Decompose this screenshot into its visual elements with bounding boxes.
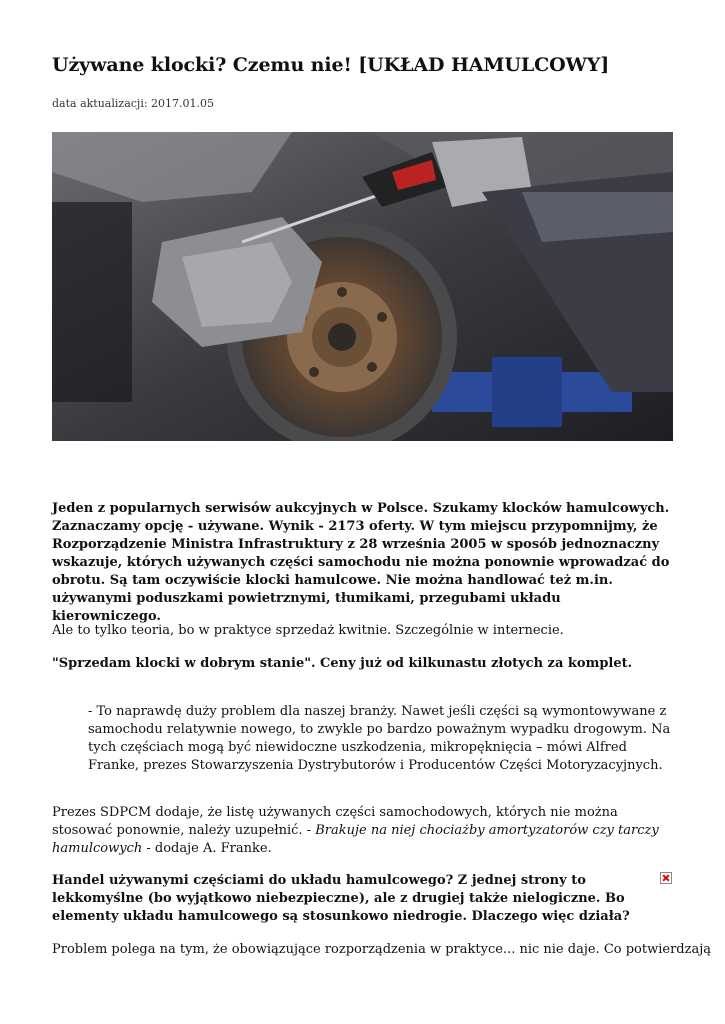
- brake-disc-photo: [52, 132, 673, 441]
- broken-image-icon: [660, 872, 672, 884]
- paragraph: [52, 804, 673, 858]
- paragraph: Problem polega na tym, że obowiązujące rozporządzenia w praktyce... nic nie daje. Co potwierdzają: [52, 942, 711, 957]
- italic-quote: Brakuje na niej chociażby amortyzatorów czy tarczy hamulcowych: [52, 823, 659, 856]
- blockquote: - To naprawdę duży problem dla naszej branży. Nawet jeśli części są wymontowywane z samochodu relatywnie nowego, to zwykle po bardzo poważnym wypadku drogowym. Na tych częściach mogą być niewidoczne uszkodzenia, mikropęknięcia – mówi Alfred Franke, prezes Stowarzyszenia Dystrybutorów i Producentów Części Motoryzacyjnych.: [88, 704, 671, 773]
- brake-repair-illustration: [52, 132, 673, 441]
- paragraph: Ale to tylko teoria, bo w praktyce sprzedaż kwitnie. Szczególnie w internecie.: [52, 623, 564, 638]
- bold-paragraph: Handel używanymi częściami do układu hamulcowego? Z jednej strony to lekkomyślne (bo wyjątkowo niebezpieczne), ale z drugiej także nielogiczne. Bo elementy układu hamulcowego są stosunkowo niedrogie. Dlaczego więc działa?: [52, 873, 630, 924]
- text: Prezes SDPCM dodaje, że listę używanych części samochodowych, których nie można stosować ponownie, należy uzupełnić. -: [52, 805, 618, 838]
- text: - dodaje A. Franke.: [142, 841, 272, 856]
- article-title: Używane klocki? Czemu nie! [UKŁAD HAMULCOWY]: [52, 54, 610, 76]
- bold-paragraph: "Sprzedam klocki w dobrym stanie". Ceny już od kilkunastu złotych za komplet.: [52, 656, 633, 671]
- update-date: data aktualizacji: 2017.01.05: [52, 97, 215, 110]
- lead-paragraph: Jeden z popularnych serwisów aukcyjnych w Polsce. Szukamy klocków hamulcowych. Zaznaczamy opcję - używane. Wynik - 2173 oferty. W tym miejscu przypomnijmy, że Rozporządzenie Ministra Infrastruktury z 28 września 2005 w sposób jednoznaczny wskazuje, których używanych części samochodu nie można ponownie wprowadzać do obrotu. Są tam oczywiście klocki hamulcowe. Nie można handlować też m.in. używanymi poduszkami powietrznymi, tłumikami, przegubami układu kierowniczego.: [52, 501, 670, 624]
